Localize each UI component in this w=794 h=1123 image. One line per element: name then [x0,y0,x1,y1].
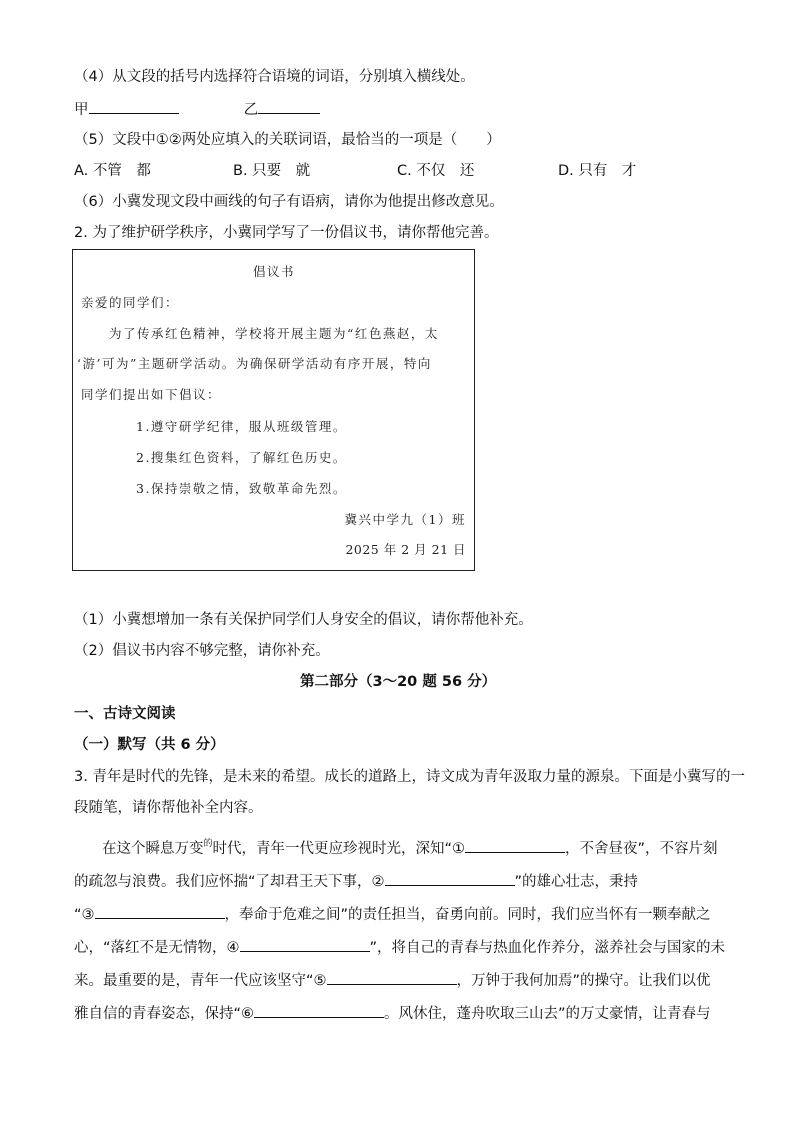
text-run: ，奉命于危难之间”的责任担当，奋勇向前。同时，我们应当怀有一颗奉献之 [224,907,711,923]
option-text: 只有 才 [578,163,637,179]
letter-item: 3.保持崇敬之情，致敬革命先烈。 [136,481,347,496]
letter-body-line: ‘游’可为”主题研学活动。为确保研学活动有序开展，特向 [77,356,432,371]
q5-option-c[interactable] [397,161,474,181]
text-run: 。风休住，蓬舟吹取三山去”的万丈豪情，让青春与 [384,1006,711,1022]
blank-4[interactable] [240,937,370,952]
q2-sub1: （1）小冀想增加一条有关保护同学们人身安全的倡议，请你帮他补充。 [74,612,533,628]
q4-yi-blank[interactable] [258,99,320,114]
text-run: ”，将自己的青春与热血化作养分，滋养社会与国家的未 [369,940,726,956]
q4-jia-blank[interactable] [89,99,179,114]
q5-option-b[interactable] [233,161,310,181]
q3-para-line [74,937,725,958]
text-run: “③ [74,907,95,923]
proposal-letter-box [72,249,475,571]
blank-6[interactable] [254,1003,384,1018]
option-text: 只要 就 [252,163,311,179]
q4-answer-line [74,99,320,120]
text-run: 雅自信的青春姿态，保持“⑥ [74,1006,255,1022]
text-run: 来。最重要的是，青年一代应该坚守“⑤ [74,973,327,989]
q4-jia-label: 甲 [74,102,89,118]
q2-prompt: 2. 为了维护研学秩序，小冀同学写了一份倡议书，请你帮他完善。 [74,225,499,241]
q2-sub2: （2）倡议书内容不够完整，请你补充。 [74,643,330,659]
q5-option-a[interactable] [74,161,151,181]
text-run: 在这个瞬息万变 [102,841,204,857]
blank-2[interactable] [385,871,515,886]
option-text: 不仅 还 [416,163,475,179]
letter-greeting: 亲爱的同学们： [81,295,180,310]
option-letter: A. [74,163,89,179]
letter-item: 1.遵守研学纪律，服从班级管理。 [136,419,347,434]
q3-para-line [102,838,718,861]
letter-body-line: 同学们提出如下倡议： [81,387,222,402]
text-run: ”的雄心壮志，秉持 [514,874,639,890]
q3-para-line [74,871,638,892]
section-heading: 一、古诗文阅读 [74,706,176,722]
option-letter: D. [558,163,574,179]
q6-prompt: （6）小冀发现文段中画线的句子有语病，请你为他提出修改意见。 [74,194,504,210]
text-run: 心，“落红不是无情物，④ [74,940,240,956]
letter-signature: 冀兴中学九（1）班 [344,512,466,527]
text-run: 的 [203,839,213,849]
q4-prompt: （4）从文段的括号内选择符合语境的词语，分别填入横线处。 [74,69,475,85]
option-letter: B. [233,163,248,179]
option-letter: C. [397,163,412,179]
letter-date: 2025 年 2 月 21 日 [345,542,466,557]
blank-5[interactable] [327,970,457,985]
blank-3[interactable] [95,904,225,919]
text-run: 的疏忽与浪费。我们应怀揣“了却君王天下事，② [74,874,385,890]
q5-prompt: （5）文段中①②两处应填入的关联词语，最恰当的一项是（ ） [74,132,501,148]
subsection-heading: （一）默写（共 6 分） [74,737,225,753]
q3-para-line [74,1003,711,1024]
q3-prompt-line: 段随笔，请你帮他补全内容。 [74,800,263,816]
text-run: ，万钟于我何加焉”的操守。让我们以优 [456,973,711,989]
letter-title: 倡议书 [253,264,296,279]
q5-option-d[interactable] [558,161,636,181]
letter-body-line: 为了传承红色精神，学校将开展主题为“红色燕赵，太 [109,326,439,341]
part2-heading: 第二部分（3～20 题 56 分） [300,674,497,690]
letter-item: 2.搜集红色资料，了解红色历史。 [136,450,347,465]
q3-para-line [74,970,711,991]
text-run: ，不舍昼夜”，不容片刻 [565,841,718,857]
q3-para-line [74,904,711,925]
q4-yi-label: 乙 [243,102,259,118]
text-run: 时代，青年一代更应珍视时光，深知“① [212,841,466,857]
blank-1[interactable] [465,838,565,853]
option-text: 不管 都 [92,163,151,179]
q3-prompt-line: 3. 青年是时代的先锋，是未来的希望。成长的道路上，诗文成为青年汲取力量的源泉。下面是小冀写的一 [74,769,745,785]
